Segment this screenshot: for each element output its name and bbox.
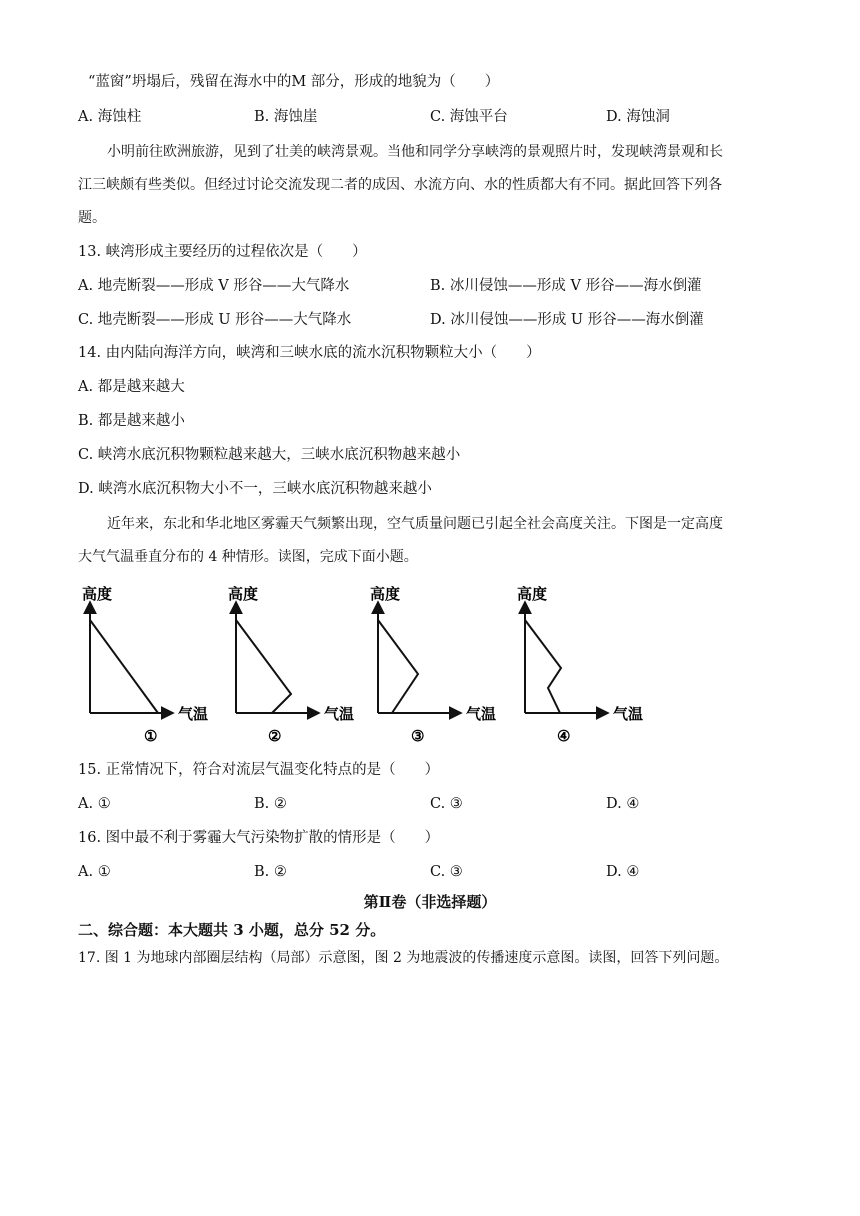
q15-option-b[interactable]: B. ② [254, 796, 287, 812]
q15-option-c[interactable]: C. ③ [430, 796, 463, 812]
panel-4-profile-line [525, 620, 561, 713]
q13-option-d[interactable]: D. 冰川侵蚀——形成 U 形谷——海水倒灌 [430, 312, 704, 328]
q14-option-d[interactable]: D. 峡湾水底沉积物大小不一，三峡水底沉积物越来越小 [78, 481, 432, 497]
panel-1-x-label: 气温 [178, 705, 209, 723]
passage2-line-1: 近年来，东北和华北地区雾霾天气频繁出现，空气质量问题已引起全社会高度关注。下图是一定高度 [107, 516, 723, 532]
q14-option-c[interactable]: C. 峡湾水底沉积物颗粒越来越大，三峡水底沉积物越来越小 [78, 447, 461, 463]
passage1-line-2: 江三峡颇有些类似。但经过讨论交流发现二者的成因、水流方向、水的性质都大有不同。据此回答下列各 [78, 177, 722, 193]
q12-option-b[interactable]: B. 海蚀崖 [254, 109, 318, 125]
q12-option-a[interactable]: A. 海蚀柱 [78, 109, 142, 125]
q15-option-a[interactable]: A. ① [78, 796, 111, 812]
panel-1-profile-line [90, 620, 158, 713]
q15-stem: 15. 正常情况下，符合对流层气温变化特点的是（ ） [78, 762, 440, 778]
q13-stem: 13. 峡湾形成主要经历的过程依次是（ ） [78, 244, 367, 260]
q16-option-a[interactable]: A. ① [78, 864, 111, 880]
section2-header: 二、综合题：本大题共 3 小题，总分 52 分。 [78, 921, 386, 939]
section2-title: 第Ⅱ卷（非选择题） [363, 893, 497, 911]
panel-3 [370, 585, 496, 745]
q14-stem: 14. 由内陆向海洋方向，峡湾和三峡水底的流水沉积物颗粒大小（ ） [78, 345, 541, 361]
panel-4-y-label: 高度 [517, 585, 548, 603]
panel-1 [82, 585, 208, 745]
q14-option-b[interactable]: B. 都是越来越小 [78, 413, 185, 429]
q16-option-b[interactable]: B. ② [254, 864, 287, 880]
q12-option-c[interactable]: C. 海蚀平台 [430, 109, 508, 125]
panel-2-profile-line [236, 620, 291, 713]
q12-stem: “蓝窗”坍塌后，残留在海水中的M 部分，形成的地貌为（ ） [88, 74, 500, 90]
panel-3-profile-line [378, 620, 418, 713]
panel-4-x-label: 气温 [613, 705, 644, 723]
temperature-profile-figure [0, 578, 860, 750]
passage1-line-3: 题。 [78, 210, 106, 226]
q13-option-c[interactable]: C. 地壳断裂——形成 U 形谷——大气降水 [78, 312, 352, 328]
panel-3-y-label: 高度 [370, 585, 401, 603]
passage2-line-2: 大气气温垂直分布的 4 种情形。读图，完成下面小题。 [78, 549, 418, 565]
panel-1-y-label: 高度 [82, 585, 113, 603]
q16-option-d[interactable]: D. ④ [606, 864, 640, 880]
panel-4 [517, 585, 643, 745]
panel-1-number: ① [144, 727, 158, 745]
panel-2-number: ② [268, 727, 282, 745]
panel-2 [228, 585, 354, 745]
passage1-line-1: 小明前往欧洲旅游，见到了壮美的峡湾景观。当他和同学分享峡湾的景观照片时，发现峡湾景观和长 [107, 144, 723, 160]
panel-3-number: ③ [411, 727, 425, 745]
panel-2-x-label: 气温 [324, 705, 355, 723]
panel-3-x-label: 气温 [466, 705, 497, 723]
q12-option-d[interactable]: D. 海蚀洞 [606, 109, 670, 125]
q16-option-c[interactable]: C. ③ [430, 864, 463, 880]
panel-4-number: ④ [557, 727, 571, 745]
q16-stem: 16. 图中最不利于雾霾大气污染物扩散的情形是（ ） [78, 830, 440, 846]
q13-option-b[interactable]: B. 冰川侵蚀——形成 V 形谷——海水倒灌 [430, 278, 702, 294]
q14-option-a[interactable]: A. 都是越来越大 [78, 379, 185, 395]
panel-2-y-label: 高度 [228, 585, 259, 603]
q17-stem: 17. 图 1 为地球内部圈层结构（局部）示意图，图 2 为地震波的传播速度示意图。读图，回答下列问题。 [78, 950, 729, 966]
q15-option-d[interactable]: D. ④ [606, 796, 640, 812]
q13-option-a[interactable]: A. 地壳断裂——形成 V 形谷——大气降水 [78, 278, 350, 294]
